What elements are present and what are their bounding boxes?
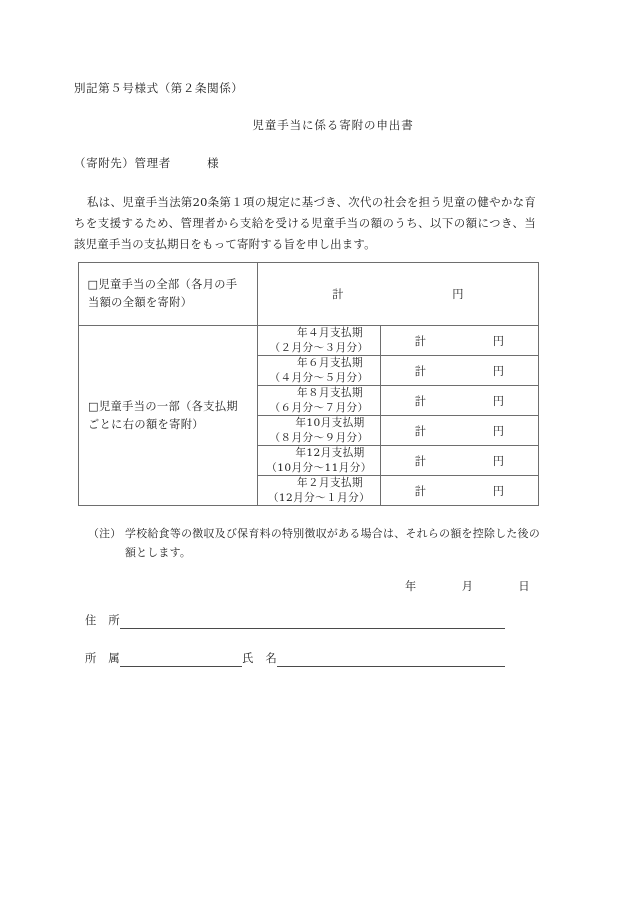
payment-period-line2: （10月分～11月分） [266, 461, 372, 474]
amount-total-label: 計 [414, 394, 427, 408]
affiliation-label: 所 属 [85, 652, 121, 665]
payment-period-line2: （２月分～３月分） [269, 341, 369, 354]
amount-total-label: 計 [414, 334, 427, 348]
payment-period-line2: （４月分～５月分） [269, 371, 369, 384]
full-donation-total-label: 計 [332, 288, 344, 301]
address-label: 住 所 [85, 614, 121, 627]
address-entry-row [85, 612, 505, 629]
date-entry-line [405, 578, 530, 594]
payment-amount-cell[interactable] [381, 416, 539, 446]
addressee-line: （寄附先）管理者 様 [74, 156, 220, 170]
month-label: 月 [461, 580, 474, 593]
amount-unit-label: 円 [492, 394, 505, 408]
payment-amount-cell[interactable] [381, 356, 539, 386]
payment-period-line2: （８月分～９月分） [269, 431, 369, 444]
amount-total-label: 計 [414, 484, 427, 498]
amount-total-label: 計 [414, 424, 427, 438]
donation-amount-table [78, 262, 539, 506]
amount-unit-label: 円 [492, 334, 505, 348]
amount-unit-label: 円 [492, 424, 505, 438]
table-row-full-donation [79, 263, 539, 326]
payment-period-cell [258, 386, 381, 416]
payment-period-cell [258, 326, 381, 356]
address-input-rule[interactable] [120, 614, 505, 629]
payment-period-line1: 年10月支払期 [295, 417, 365, 429]
amount-total-label: 計 [414, 454, 427, 468]
payment-period-cell [258, 476, 381, 506]
full-donation-unit-label: 円 [452, 288, 464, 301]
affiliation-name-entry-row [85, 650, 505, 667]
payment-period-line1: 年８月支払期 [297, 387, 363, 399]
day-label: 日 [518, 580, 530, 593]
footnote-text: 学校給食等の徴収及び保育料の特別徴収がある場合は、それらの額を控除した後の額とします。 [125, 527, 540, 559]
year-label: 年 [405, 580, 417, 593]
footnote-marker: （注） [88, 527, 122, 540]
amount-unit-label: 円 [492, 364, 505, 378]
payment-amount-cell[interactable] [381, 476, 539, 506]
document-title: 児童手当に係る寄附の申出書 [252, 118, 414, 132]
body-paragraph: 私は、児童手当法第20条第１項の規定に基づき、次代の社会を担う児童の健やかな育ちを支援するため、管理者から支給を受ける児童手当の額のうち、以下の額につき、当該児童手当の支払期日をもって寄附する旨を申し出ます。 [74, 195, 536, 251]
full-donation-amount-cell[interactable] [258, 263, 539, 326]
payment-period-line2: （12月分～１月分） [267, 491, 371, 504]
full-donation-option-label: □児童手当の全部（各月の手当額の全額を寄附） [87, 278, 238, 309]
payment-period-cell [258, 416, 381, 446]
affiliation-input-rule[interactable] [120, 652, 242, 667]
amount-unit-label: 円 [492, 484, 505, 498]
full-donation-option-cell[interactable] [79, 263, 258, 326]
amount-unit-label: 円 [492, 454, 505, 468]
table-row [79, 326, 539, 356]
payment-period-line2: （６月分～７月分） [269, 401, 369, 414]
payment-period-line1: 年12月支払期 [295, 447, 365, 459]
form-number: 別記第５号様式（第２条関係） [74, 81, 244, 95]
payment-period-cell [258, 446, 381, 476]
partial-donation-option-label: □児童手当の一部（各支払期ごとに右の額を寄附） [88, 399, 239, 431]
amount-total-label: 計 [414, 364, 427, 378]
payment-period-line1: 年６月支払期 [297, 357, 363, 369]
partial-donation-option-cell[interactable] [79, 326, 258, 506]
payment-period-cell [258, 356, 381, 386]
payment-amount-cell[interactable] [381, 386, 539, 416]
payment-amount-cell[interactable] [381, 446, 539, 476]
name-label: 氏 名 [242, 652, 278, 665]
payment-amount-cell[interactable] [381, 326, 539, 356]
payment-period-line1: 年２月支払期 [297, 477, 363, 489]
footnote [88, 524, 540, 562]
payment-period-line1: 年４月支払期 [297, 327, 363, 339]
name-input-rule[interactable] [277, 652, 505, 667]
